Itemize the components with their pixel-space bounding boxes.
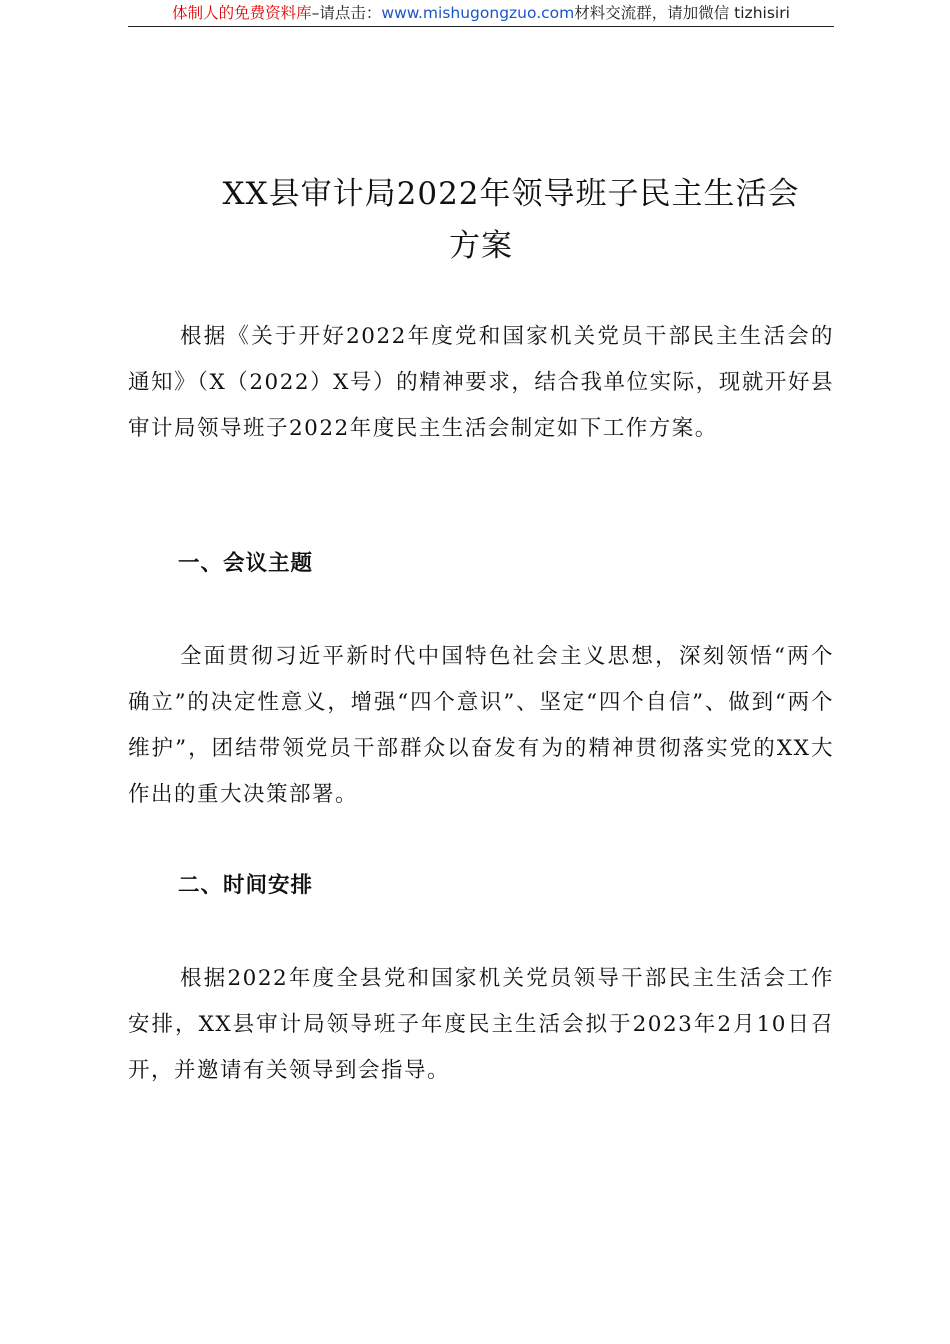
header-click-text: –请点击：	[311, 4, 382, 22]
title-line-2: 方案	[449, 228, 513, 264]
header-contact: 材料交流群，请加微信 tizhisiri	[574, 4, 790, 22]
section-body-schedule: 根据2022年度全县党和国家机关党员领导干部民主生活会工作安排，XX县审计局领导班子年度民主生活会拟于2023年2月10日召开，并邀请有关领导到会指导。	[128, 966, 834, 1083]
document-title	[128, 168, 834, 272]
intro-paragraph: 根据《关于开好2022年度党和国家机关党员干部民主生活会的通知》（X（2022）X号）的精神要求，结合我单位实际，现就开好县审计局领导班子2022年度民主生活会制定如下工作方案。	[128, 324, 834, 441]
section-heading-schedule: 二、时间安排	[178, 873, 314, 898]
header-url-link[interactable]: www.mishugongzuo.com	[381, 4, 575, 22]
page-header	[128, 0, 834, 27]
section-heading-theme: 一、会议主题	[178, 551, 314, 576]
section-body-theme: 全面贯彻习近平新时代中国特色社会主义思想，深刻领悟“两个确立”的决定性意义，增强“四个意识”、坚定“四个自信”、做到“两个维护”，团结带领党员干部群众以奋发有为的精神贯彻落实党的XX大作出的重大决策部署。	[128, 644, 834, 807]
title-line-1: XX县审计局2022年领导班子民主生活会	[222, 176, 800, 212]
header-site-name: 体制人的免费资料库	[172, 4, 312, 22]
